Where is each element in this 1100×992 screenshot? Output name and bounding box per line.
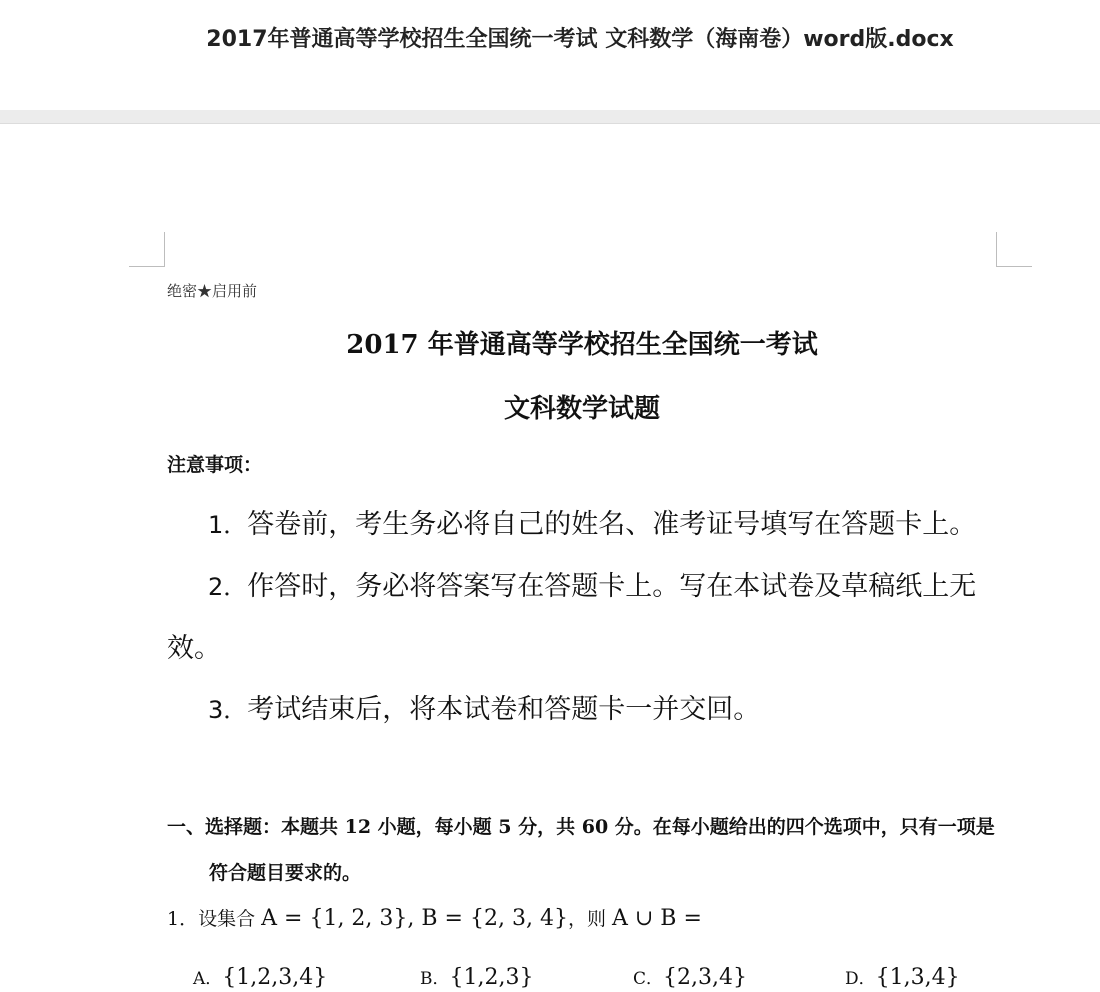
margin-corner-mark-right	[996, 232, 1032, 267]
notice-number: 2．	[208, 573, 248, 601]
question-1	[167, 904, 702, 931]
question-prefix: 设集合	[198, 908, 262, 930]
notice-item-1	[167, 494, 1007, 556]
question-number: 1．	[167, 908, 199, 930]
option-d	[845, 964, 960, 990]
page-separator	[0, 110, 1100, 124]
answer-options	[193, 964, 1013, 992]
option-a	[193, 964, 327, 990]
notice-heading: 注意事项：	[167, 454, 263, 476]
option-value: {2,3,4}	[663, 965, 747, 990]
option-value: {1,2,3}	[449, 965, 534, 990]
notice-text: 答卷前，考生务必将自己的姓名、准考证号填写在答题卡上。	[247, 509, 977, 540]
notice-text: 考试结束后，将本试卷和答题卡一并交回。	[247, 694, 761, 725]
question-middle: ，则	[567, 908, 612, 930]
document-filename-title: 2017年普通高等学校招生全国统一考试 文科数学（海南卷）word版.docx	[206, 27, 954, 52]
notice-list	[167, 494, 1007, 741]
option-value: {1,2,3,4}	[222, 965, 328, 990]
notice-item-3	[167, 679, 1007, 741]
margin-corner-mark-left	[129, 232, 165, 267]
option-label: C．	[633, 969, 664, 989]
option-label: A．	[193, 969, 223, 989]
confidential-label: 绝密★启用前	[167, 282, 258, 300]
notice-number: 1．	[208, 511, 248, 539]
option-c	[633, 964, 747, 990]
option-b	[420, 964, 533, 990]
exam-subtitle: 文科数学试题	[503, 394, 660, 424]
title-bar	[0, 0, 1100, 110]
option-label: D．	[845, 969, 876, 989]
option-value: {1,3,4}	[875, 965, 960, 990]
document-page	[0, 124, 1100, 990]
notice-item-2	[167, 556, 1007, 679]
math-expression-sets: A = {1, 2, 3}, B = {2, 3, 4}	[261, 906, 568, 931]
exam-title: 2017 年普通高等学校招生全国统一考试	[346, 330, 818, 360]
notice-number: 3．	[208, 696, 248, 724]
notice-text: 作答时，务必将答案写在答题卡上。写在本试卷及草稿纸上无效。	[167, 571, 977, 664]
math-expression-union: A ∪ B =	[611, 906, 702, 931]
option-label: B．	[420, 969, 450, 989]
section-heading: 一、选择题：本题共 12 小题，每小题 5 分，共 60 分。在每小题给出的四个选项中，只有一项是符合题目要求的。	[167, 816, 995, 884]
